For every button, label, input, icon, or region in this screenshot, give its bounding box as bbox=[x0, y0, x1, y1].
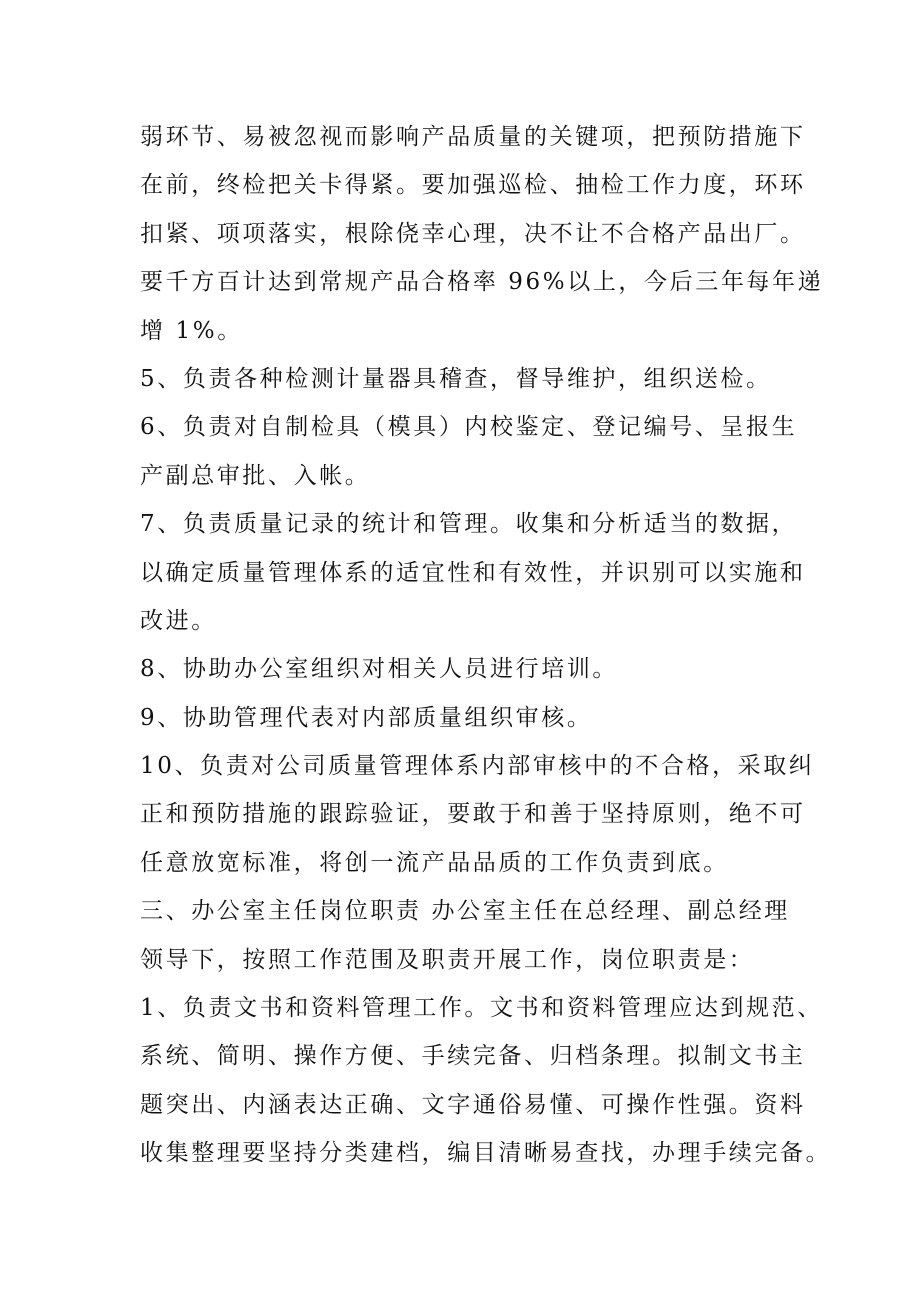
text-line: 7、负责质量记录的统计和管理。收集和分析适当的数据， bbox=[140, 511, 798, 538]
text-line: 任意放宽标准，将创一流产品品质的工作负责到底。 bbox=[140, 849, 729, 876]
text-line: 6、负责对自制检具（模具）内校鉴定、登记编号、呈报生 bbox=[140, 414, 798, 441]
text-line: 10、负责对公司质量管理体系内部审核中的不合格，采取纠 bbox=[140, 753, 815, 780]
text-line: 收集整理要坚持分类建档，编目清晰易查找，办理手续完备。 bbox=[140, 1140, 832, 1167]
section-heading-line: 三、办公室主任岗位职责 办公室主任在总经理、副总经理 bbox=[140, 898, 790, 925]
document-body bbox=[140, 113, 832, 1178]
text-line: 正和预防措施的跟踪验证，要敢于和善于坚持原则，绝不可 bbox=[140, 801, 806, 828]
text-line: 8、协助办公室组织对相关人员进行培训。 bbox=[140, 656, 619, 683]
text-line: 领导下，按照工作范围及职责开展工作，岗位职责是： bbox=[140, 946, 755, 973]
text-line: 1、负责文书和资料管理工作。文书和资料管理应达到规范、 bbox=[140, 995, 823, 1022]
text-line: 5、负责各种检测计量器具稽查，督导维护，组织送检。 bbox=[140, 365, 772, 392]
text-line: 弱环节、易被忽视而影响产品质量的关键项，把预防措施下 bbox=[140, 124, 806, 150]
text-line: 系统、简明、操作方便、手续完备、归档条理。拟制文书主 bbox=[140, 1043, 806, 1070]
text-line: 在前，终检把关卡得紧。要加强巡检、抽检工作力度，环环 bbox=[140, 172, 806, 199]
text-line: 以确定质量管理体系的适宜性和有效性，并识别可以实施和 bbox=[140, 559, 806, 586]
text-line: 扣紧、项项落实，根除侥幸心理，决不让不合格产品出厂。 bbox=[140, 220, 806, 247]
text-line: 改进。 bbox=[140, 607, 217, 634]
text-line: 产副总审批、入帐。 bbox=[140, 462, 371, 489]
text-line: 要千方百计达到常规产品合格率 96%以上，今后三年每年递 bbox=[140, 269, 824, 296]
text-line: 题突出、内涵表达正确、文字通俗易懂、可操作性强。资料 bbox=[140, 1091, 806, 1118]
text-line: 9、协助管理代表对内部质量组织审核。 bbox=[140, 704, 593, 731]
text-line: 增 1%。 bbox=[140, 317, 243, 344]
